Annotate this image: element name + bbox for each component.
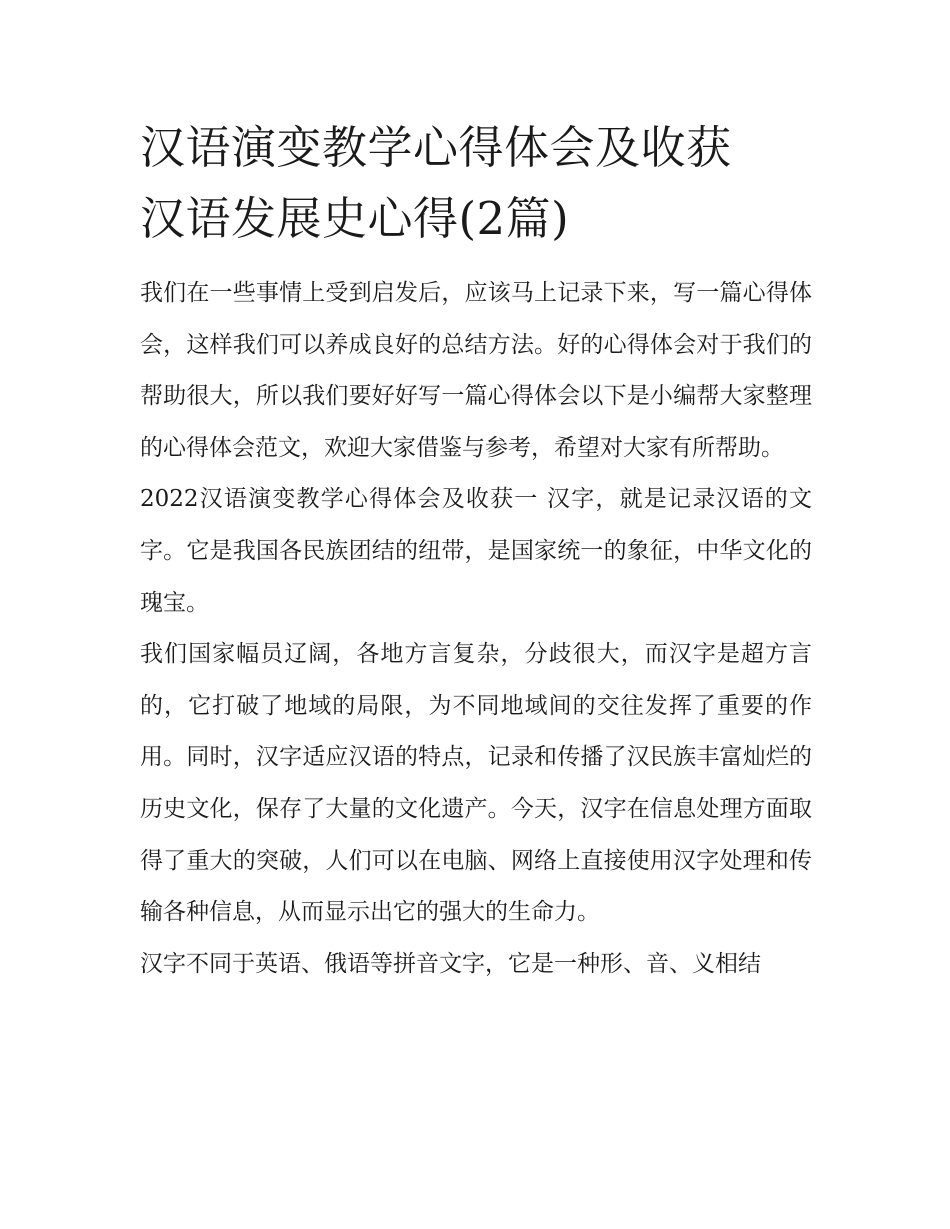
- paragraph-characteristics: 汉字不同于英语、俄语等拼音文字，它是一种形、音、义相结: [140, 950, 761, 977]
- paragraph-definition: 2022汉语演变教学心得体会及收获一 汉字，就是记录汉语的文字。它是我国各民族团结的纽带，是国家统一的象征，中华文化的瑰宝。: [140, 486, 812, 616]
- title-line-1: 汉语演变教学心得体会及收获: [140, 121, 732, 174]
- paragraph-intro: 我们在一些事情上受到启发后，应该马上记录下来，写一篇心得体会，这样我们可以养成良好的总结方法。好的心得体会对于我们的帮助很大，所以我们要好好写一篇心得体会以下是小编帮大家整理的心得体会范文，欢迎大家借鉴与参考，希望对大家有所帮助。: [140, 280, 812, 461]
- title-line-2: 汉语发展史心得(2篇): [140, 192, 570, 245]
- document-body: [140, 112, 812, 990]
- paragraph-significance: 我们国家幅员辽阔，各地方言复杂，分歧很大，而汉字是超方言的，它打破了地域的局限，为不同地域间的交往发挥了重要的作用。同时，汉字适应汉语的特点，记录和传播了汉民族丰富灿烂的历史文化，保存了大量的文化遗产。今天，汉字在信息处理方面取得了重大的突破，人们可以在电脑、网络上直接使用汉字处理和传输各种信息，从而显示出它的强大的生命力。: [140, 641, 812, 926]
- document-title: [140, 112, 812, 254]
